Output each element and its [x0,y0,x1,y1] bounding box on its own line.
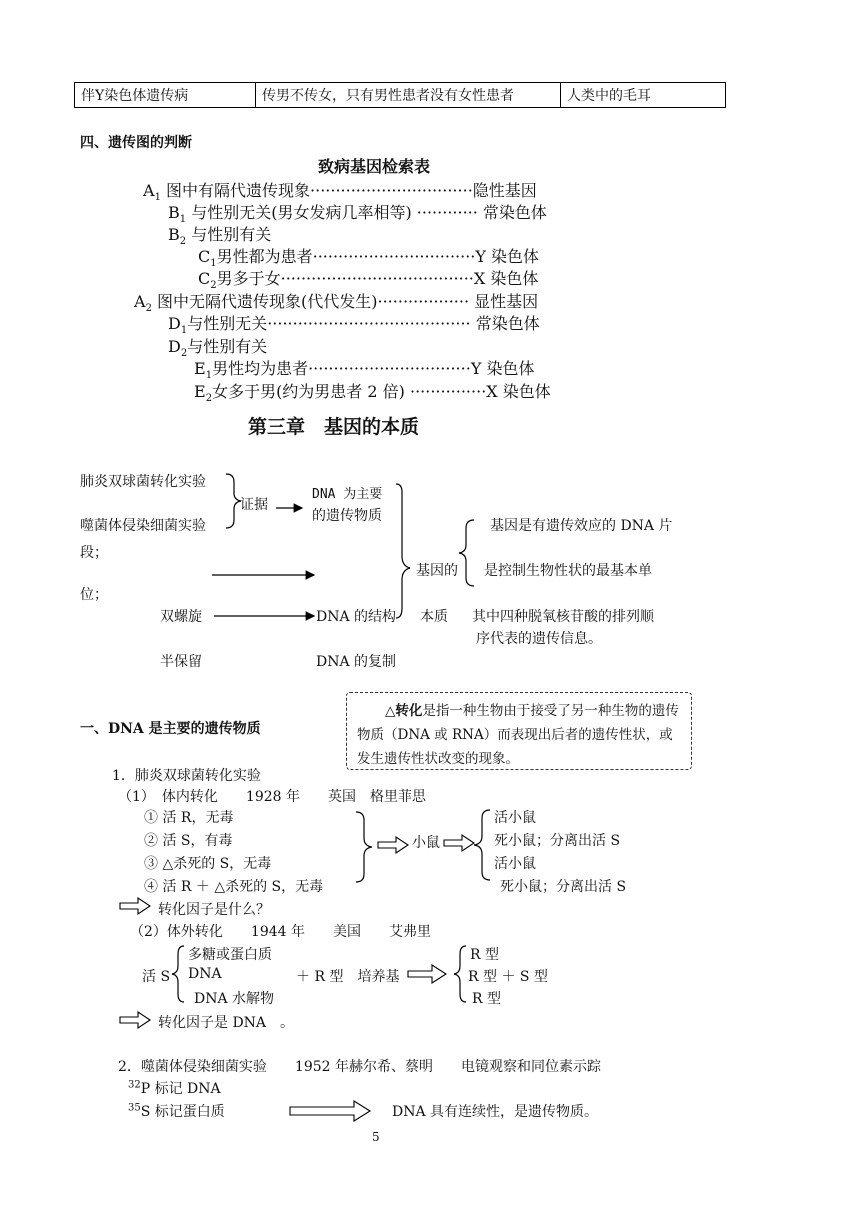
result-line: 死小鼠；分离出活 S [494,833,621,849]
table-title: 致病基因检索表 [318,157,431,176]
concept-text: 其中四种脱氧核苷酸的排列顺 [472,609,654,625]
label-line: $^{35}$S 标记蛋白质 [128,1102,225,1120]
page-number: 5 [372,1130,380,1144]
concept-text: 段； [80,545,108,561]
key-line: $A_1$ 图中有隔代遗传现象································隐性基因 [143,181,537,204]
definition-note [346,692,692,770]
hollow-arrow-icon [120,1012,150,1028]
conclusion-line: DNA 具有连续性，是遗传物质。 [392,1104,599,1120]
table-cell: 传男不传女，只有男性患者没有女性患者 [256,83,561,108]
key-line: $C_2$男多于女······································X 染色体 [198,269,539,292]
concept-text: 的遗传物质 [312,508,382,524]
experiment-line: （2）体外转化 1944 年 美国 艾弗里 [130,924,431,940]
concept-text: 肺炎双球菌转化实验 [80,474,206,490]
outcome-line: R 型 [472,991,501,1007]
experiment-line: （1） 体内转化 1928 年 英国 格里菲思 [118,789,426,805]
concept-text: 证据 [240,497,268,513]
table-cell: 伴Y染色体遗传病 [75,83,256,108]
component-line: DNA [188,966,222,982]
case-line: ② 活 S，有毒 [144,833,233,849]
key-line: $E_2$女多于男(约为男患者 2 倍) ···············X 染色体 [194,382,551,405]
brace [172,946,184,1002]
concept-text: 基因是有遗传效应的 DNA 片 [490,518,673,534]
concept-text: 是控制生物性状的最基本单 [484,563,652,579]
brace [459,520,474,586]
item-heading: 1．肺炎双球菌转化实验 [112,768,261,784]
item-heading: 2．噬菌体侵染细菌实验 1952 年赫尔希、蔡明 电镜观察和同位素示踪 [118,1059,601,1075]
component-line: DNA 水解物 [194,991,275,1007]
result-line: 活小鼠 [494,810,536,826]
outcome-line: R 型 ＋ S 型 [468,969,548,985]
note-term: 转化 [395,703,423,719]
table-cell: 人类中的毛耳 [561,83,726,108]
component-line: 多糖或蛋白质 [188,947,272,963]
conclusion-line: 转化因子是 DNA 。 [158,1015,295,1031]
concept-text: 噬菌体侵染细菌实验 [80,518,206,534]
chapter-title: 第三章 基因的本质 [248,416,420,438]
result-line: 死小鼠；分离出活 S [500,879,627,895]
case-line: ① 活 R，无毒 [144,810,234,826]
brace [474,810,490,880]
key-line: $D_1$与性别无关········································ 常染色体 [168,314,540,337]
case-line: ③ △杀死的 S，无毒 [144,856,272,872]
key-line: $A_2$ 图中无隔代遗传现象(代代发生)·················· 显性基因 [134,292,539,315]
label-line: $^{32}$P 标记 DNA [128,1079,221,1097]
brace [226,474,241,528]
brace [396,484,410,618]
question-line: 转化因子是什么？ [158,902,270,918]
brace [454,946,466,1002]
outcome-line: R 型 [470,947,499,963]
result-line: 活小鼠 [494,856,536,872]
experiment-diagram [0,780,860,1130]
mouse-label: 小鼠 [412,835,440,851]
concept-text: 双螺旋 [160,609,202,625]
note-text: 是指一种生物由于接受了另一种生物的遗传物质（DNA 或 RNA）而表现出后者的遗传性状，或发生遗传性状改变的现象。 [357,703,679,767]
live-s-label: 活 S [142,969,171,985]
concept-text: 位； [80,587,108,603]
hollow-arrow-icon [444,835,474,851]
concept-text: 本质 [420,609,448,625]
section-heading: 一、DNA 是主要的遗传物质 [80,721,261,737]
triangle-icon: △ [385,703,396,719]
key-line: $B_2$ 与性别有关 [168,225,272,248]
concept-text: DNA 的结构 [316,609,397,625]
hollow-arrow-icon [290,1101,370,1121]
plus-r-label: ＋ R 型 培养基 [296,969,400,985]
key-line: $E_1$男性均为患者································Y 染色体 [194,359,535,382]
concept-text: 基因的 [416,563,458,579]
key-line: $D_2$与性别有关 [168,337,268,360]
section-heading: 四、遗传图的判断 [80,135,192,151]
hollow-arrow-icon [378,837,408,853]
concept-text: 序代表的遗传信息。 [476,631,602,647]
hollow-arrow-icon [120,898,150,914]
concept-text: 半保留 [160,654,202,670]
concept-text: DNA 的复制 [316,654,397,670]
brace [356,812,372,882]
concept-text: DNA 为主要 [312,487,383,502]
key-line: $B_1$ 与性别无关(男女发病几率相等) ············ 常染色体 [168,203,547,226]
key-line: $C_1$男性都为患者································Y 染色体 [198,247,540,270]
case-line: ④ 活 R ＋ △杀死的 S，无毒 [144,879,324,895]
hollow-arrow-icon [408,965,446,983]
